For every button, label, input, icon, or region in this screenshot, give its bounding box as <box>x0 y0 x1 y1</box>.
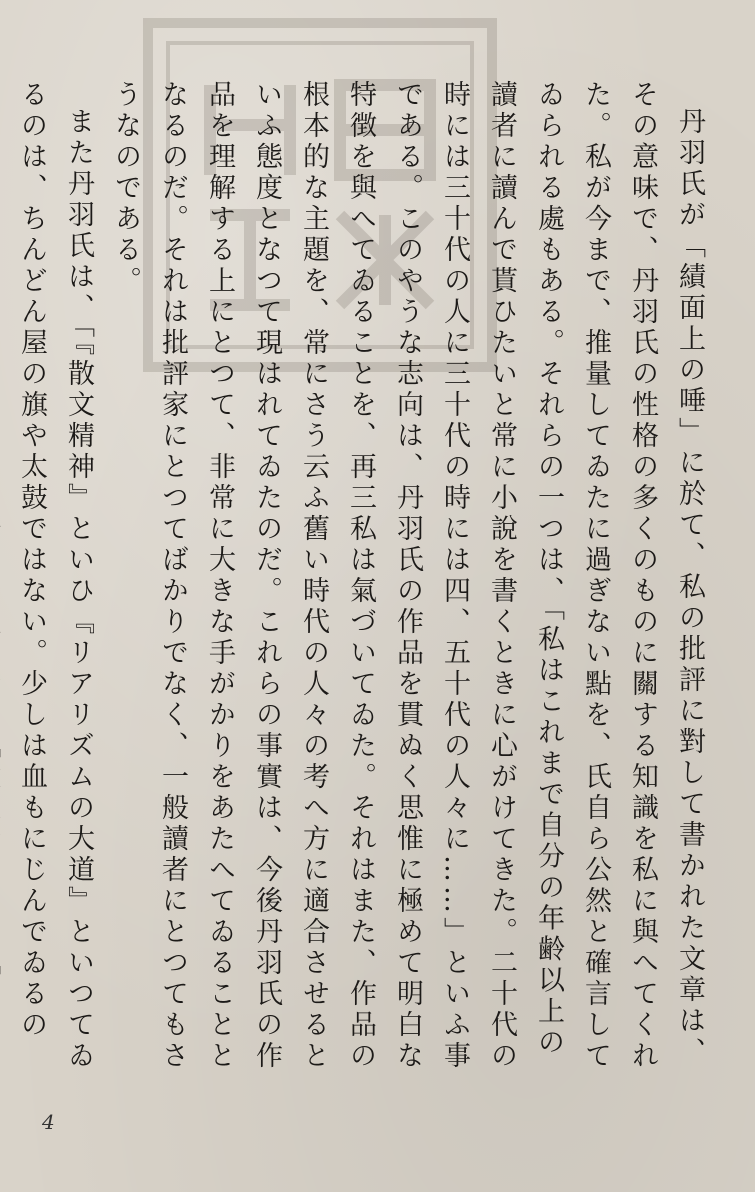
page-number: 4 <box>42 1110 55 1134</box>
paragraph-2: また丹羽氏は、「『散文精神』といひ『リアリズムの大道』といつてゐるのは、ちんどん屋の旗や太鼓ではない。少しは血もにじんでゐるの <box>16 80 94 1072</box>
vertical-text-body <box>16 80 713 1080</box>
paragraph-1: 丹羽氏が「績面上の唾」に於て、私の批評に對して書かれた文章は、その意味で、丹羽氏の性格の多くのものに關する知識を私に與へてくれた。私が今まで、推量してゐたに過ぎない點を、氏自ら公然と確言してゐられる處もある。それらの一つは、「私はこれまで自分の年齢以上の讀者に讀んで貰ひたいと常に小說を書くときに心がけてきた。二十代の時には三十代の人に三十代の時には四、五十代の人々に……」といふ事である。このやうな志向は、丹羽氏の作品を貫ぬく思惟に極めて明白な特徴を與へてゐることを、再三私は氣づいてゐた。それはまた、作品の根本的な主題を、常にさう云ふ舊い時代の人々の考へ方に適合させるといふ態度となつて現はれてゐたのだ。これらの事實は、今後丹羽氏の作品を理解する上にとつて、非常に大きな手がかりをあたへてゐることとなるのだ。それは批評家にとつてばかりでなく、一般讀者にとつてもさうなのである。 <box>110 80 705 1072</box>
